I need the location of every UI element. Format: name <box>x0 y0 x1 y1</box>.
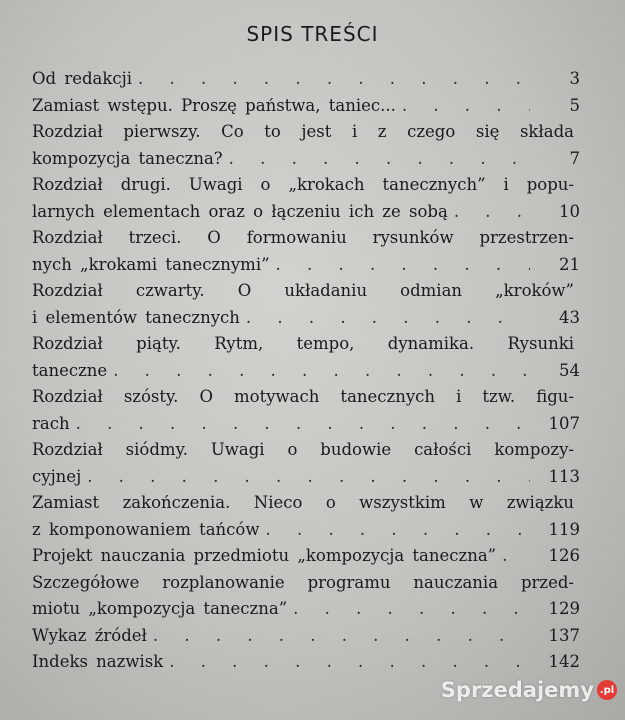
toc-line <box>32 172 580 199</box>
table-of-contents <box>32 66 580 676</box>
toc-line <box>32 623 580 650</box>
toc-page-number: 54 <box>559 360 580 380</box>
dot-leader <box>246 305 530 332</box>
toc-line <box>32 93 580 120</box>
toc-entry-text: Zamiast wstępu. Proszę państwa, taniec... <box>32 95 396 115</box>
dot-leader <box>276 252 530 279</box>
toc-entry <box>32 331 580 384</box>
toc-entry-text: miotu „kompozycja taneczna” <box>32 599 288 618</box>
toc-entry <box>32 119 580 172</box>
toc-entry-text: Od redakcji <box>32 69 133 88</box>
toc-line <box>32 66 580 93</box>
toc-line <box>32 596 580 623</box>
watermark-logo <box>441 678 617 702</box>
toc-entry-text: larnych elementach oraz o łączeniu ich ze sobą <box>32 201 448 221</box>
toc-entry-text: cyjnej <box>32 466 82 486</box>
toc-line <box>32 358 580 385</box>
toc-page-number: 126 <box>548 546 580 565</box>
dot-leader <box>113 358 530 385</box>
dot-leader <box>266 517 531 544</box>
toc-line <box>32 490 580 517</box>
toc-page-number: 43 <box>559 307 580 327</box>
toc-line <box>32 146 580 173</box>
toc-page-number: 10 <box>559 201 580 221</box>
toc-entry <box>32 623 580 650</box>
toc-entry-text: Indeks nazwisk <box>32 652 164 671</box>
dot-leader <box>454 199 530 226</box>
toc-page-number: 137 <box>548 625 580 645</box>
toc-line <box>32 437 580 464</box>
toc-entry-text: Rozdział czwarty. O układaniu odmian „kroków” <box>32 281 574 300</box>
toc-line <box>32 199 580 226</box>
toc-entry-text: Szczegółowe rozplanowanie programu nauczania przed- <box>32 572 574 592</box>
dot-leader <box>169 649 530 676</box>
toc-entry-text: Zamiast zakończenia. Nieco o wszystkim w związku <box>32 493 574 512</box>
toc-line <box>32 384 580 411</box>
toc-page-number: 3 <box>569 69 580 88</box>
toc-line <box>32 305 580 332</box>
toc-entry-text: Rozdział drugi. Uwagi o „krokach tanecznych” i popu- <box>32 175 574 194</box>
watermark-badge: .pl <box>597 680 617 700</box>
toc-line <box>32 543 580 570</box>
toc-line <box>32 225 580 252</box>
toc-line <box>32 411 580 438</box>
toc-entry <box>32 384 580 437</box>
dot-leader <box>87 464 530 491</box>
toc-entry <box>32 490 580 543</box>
dot-leader <box>76 411 530 438</box>
toc-entry <box>32 278 580 331</box>
dot-leader <box>402 93 530 120</box>
toc-entry-text: Rozdział piąty. Rytm, tempo, dynamika. Rysunki <box>32 334 574 353</box>
toc-line <box>32 119 580 146</box>
toc-entry-text: Rozdział pierwszy. Co to jest i z czego się składa <box>32 122 574 141</box>
page-title: SPIS TREŚCI <box>246 22 379 46</box>
toc-page-number: 113 <box>548 466 580 486</box>
toc-entry-text: rach <box>32 413 70 433</box>
toc-entry-text: Projekt nauczania przedmiotu „kompozycja taneczna” <box>32 546 497 565</box>
toc-entry-text: taneczne <box>32 360 108 380</box>
dot-leader <box>293 596 530 623</box>
dot-leader <box>153 623 530 650</box>
toc-line <box>32 252 580 279</box>
toc-entry <box>32 437 580 490</box>
toc-page-number: 5 <box>569 95 580 115</box>
toc-entry-text: i elementów tanecznych <box>32 307 240 327</box>
toc-entry <box>32 66 580 93</box>
dot-leader <box>229 146 530 173</box>
toc-line <box>32 331 580 358</box>
toc-entry <box>32 543 580 570</box>
toc-page-number: 7 <box>569 148 580 168</box>
toc-entry-text: Rozdział trzeci. O formowaniu rysunków przestrzen- <box>32 228 574 247</box>
toc-entry <box>32 649 580 676</box>
toc-entry-text: kompozycja taneczna? <box>32 148 223 168</box>
toc-page-number: 119 <box>548 519 580 539</box>
toc-page-number: 107 <box>548 413 580 433</box>
toc-page-number: 129 <box>548 599 580 618</box>
toc-line <box>32 517 580 544</box>
toc-entry <box>32 570 580 623</box>
toc-line <box>32 278 580 305</box>
watermark-text: Sprzedajemy <box>440 678 594 702</box>
toc-entry-text: nych „krokami tanecznymi” <box>32 254 270 274</box>
toc-line <box>32 570 580 597</box>
toc-entry-text: Rozdział siódmy. Uwagi o budowie całości kompozy- <box>32 440 574 459</box>
toc-entry-text: Wykaz źródeł <box>32 625 147 645</box>
toc-entry <box>32 172 580 225</box>
dot-leader <box>138 66 530 93</box>
toc-page-number: 21 <box>559 254 580 274</box>
toc-entry <box>32 93 580 120</box>
toc-entry-text: z komponowaniem tańców <box>32 519 260 539</box>
toc-entry-text: Rozdział szósty. O motywach tanecznych i tzw. figu- <box>32 387 574 406</box>
toc-entry <box>32 225 580 278</box>
dot-leader <box>502 543 530 570</box>
toc-page-number: 142 <box>548 652 580 671</box>
toc-line <box>32 649 580 676</box>
toc-line <box>32 464 580 491</box>
